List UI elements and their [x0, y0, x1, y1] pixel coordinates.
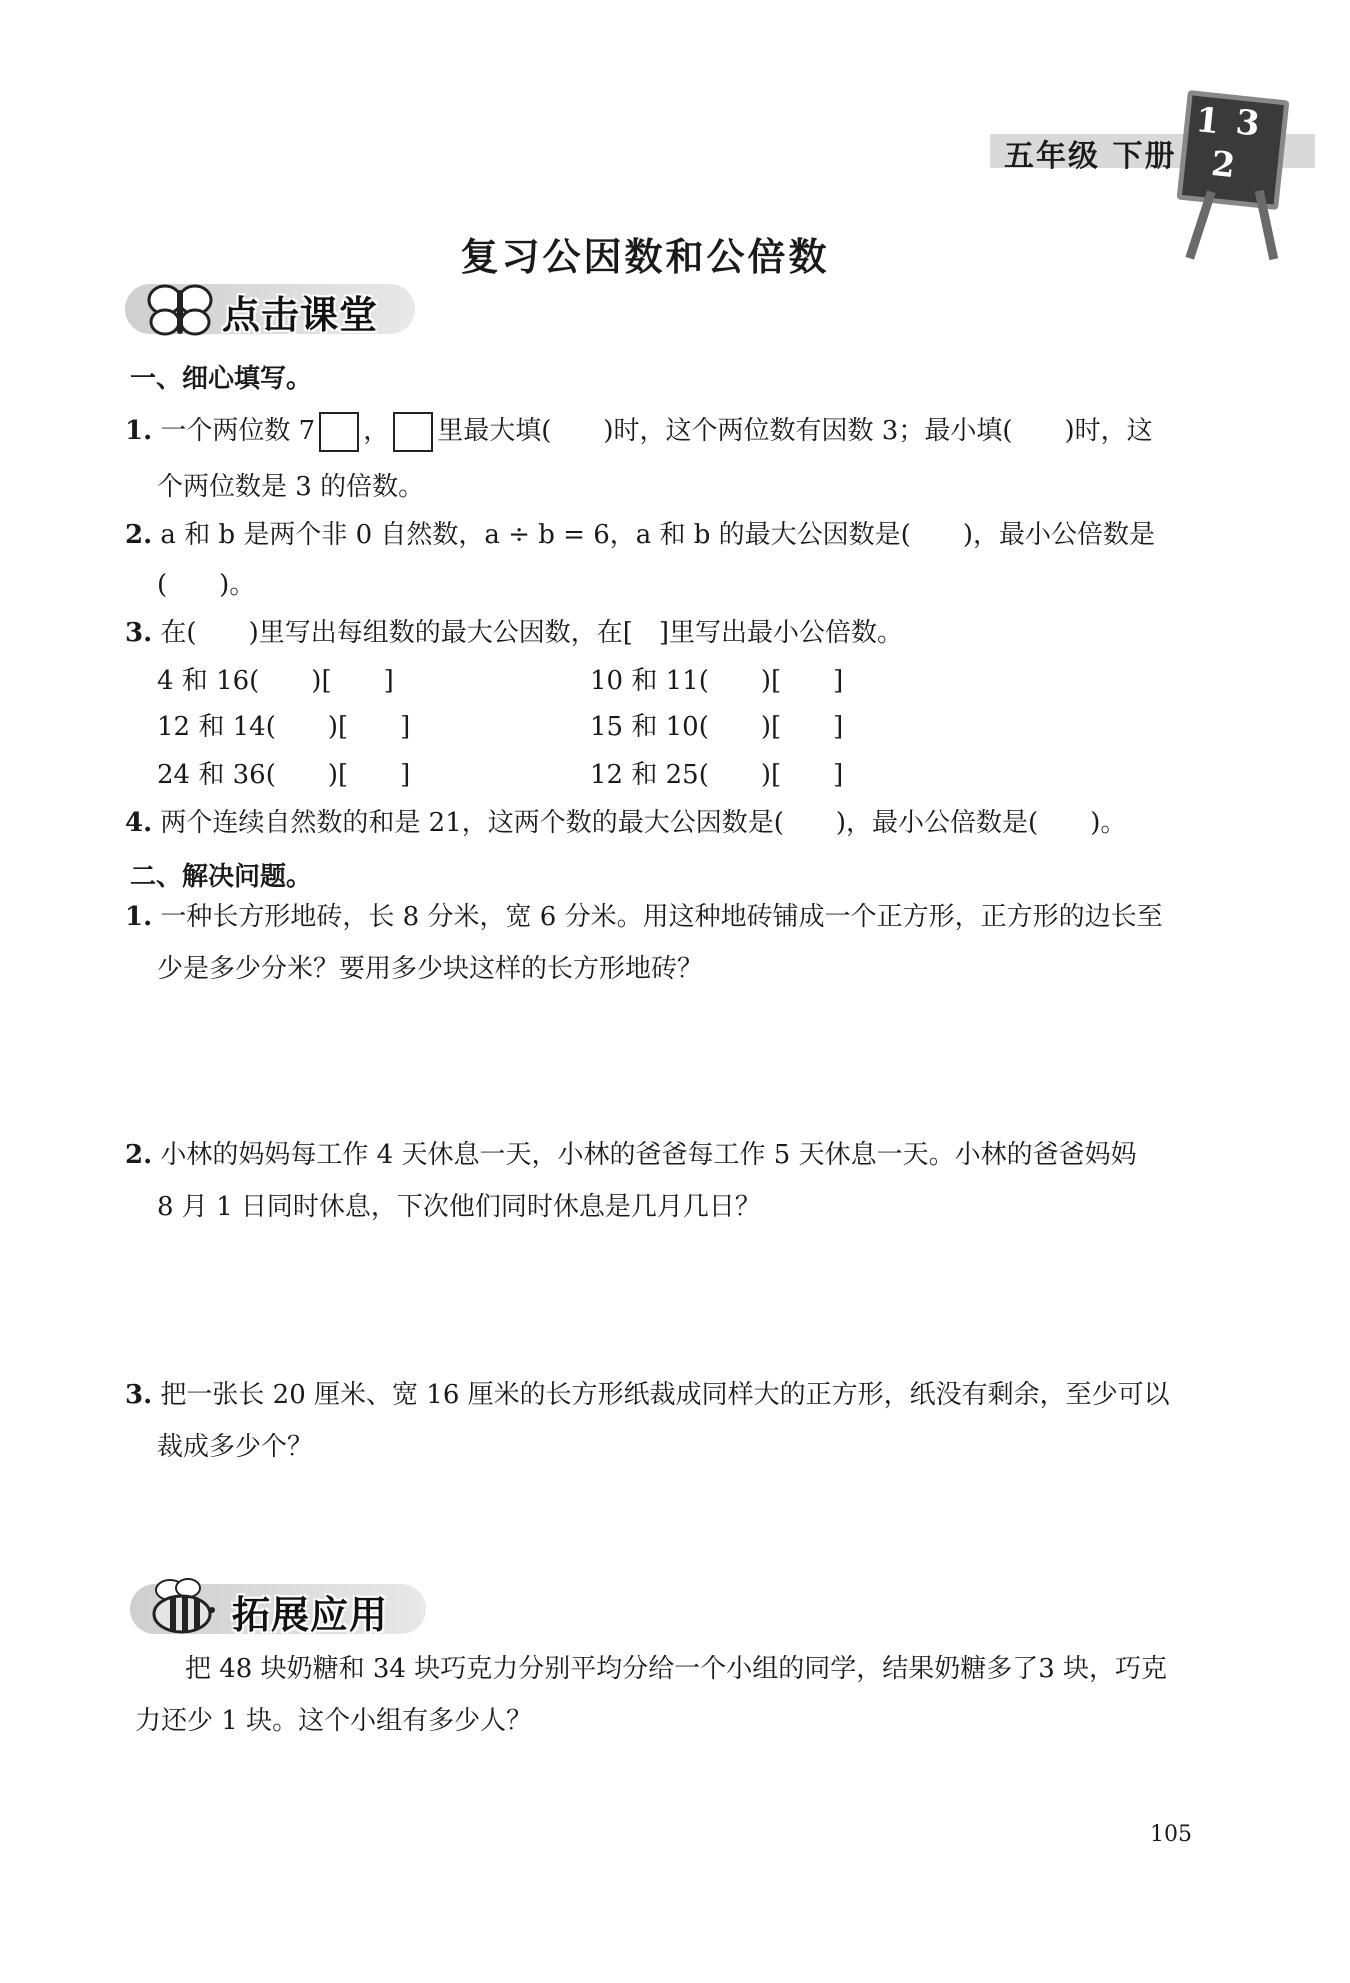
question-1-1-cont: 个两位数是 3 的倍数。 [157, 472, 425, 502]
question-text: 两个连续自然数的和是 21，这两个数的最大公因数是( )，最小公倍数是( )。 [160, 808, 1127, 838]
gcd-lcm-item: 15 和 10( )[ ] [590, 712, 844, 742]
question-text: 一种长方形地砖，长 8 分米，宽 6 分米。用这种地砖铺成一个正方形，正方形的边长至 [160, 902, 1163, 932]
butterfly-icon [145, 278, 217, 340]
page-number: 105 [1150, 1822, 1192, 1847]
page-title: 复习公因数和公倍数 [460, 235, 830, 279]
question-text: a 和 b 是两个非 0 自然数，a ÷ b = 6，a 和 b 的最大公因数是( )，最小公倍数是 [160, 520, 1155, 550]
gcd-lcm-item: 10 和 11( )[ ] [590, 666, 844, 696]
question-1-2-cont: ( )。 [157, 570, 256, 600]
board-digit: 2 [1209, 143, 1238, 187]
question-2-2 [125, 1138, 1137, 1172]
question-number: 4. [125, 808, 153, 838]
gcd-lcm-item: 12 和 25( )[ ] [590, 760, 844, 790]
grade-label: 五年级 下册 [1004, 139, 1177, 174]
section-title-click-class: 点击课堂 [222, 293, 379, 337]
board-digit: 1 [1193, 100, 1222, 143]
digit-box[interactable] [393, 412, 433, 452]
gcd-lcm-item: 12 和 14( )[ ] [157, 712, 411, 742]
question-1-1 [125, 412, 1153, 452]
question-number: 2. [125, 520, 153, 550]
question-2-1-cont: 少是多少分米？要用多少块这样的长方形地砖？ [157, 954, 704, 984]
part2-heading: 二、解决问题。 [130, 862, 313, 892]
question-number: 1. [125, 902, 153, 932]
question-number: 3. [125, 618, 153, 648]
question-text: 一个两位数 7 [160, 416, 316, 446]
section-title-extension: 拓展应用 [232, 1593, 389, 1637]
board-digit: 3 [1233, 102, 1262, 145]
extension-problem-cont: 力还少 1 块。这个小组有多少人？ [135, 1706, 533, 1736]
question-2-2-cont: 8 月 1 日同时休息，下次他们同时休息是几月几日？ [157, 1192, 761, 1222]
question-text: 在( )里写出每组数的最大公因数，在[ ]里写出最小公倍数。 [160, 618, 903, 648]
question-number: 2. [125, 1140, 153, 1170]
question-number: 1. [125, 416, 153, 446]
question-2-3 [125, 1378, 1170, 1412]
part1-heading: 一、细心填写。 [130, 364, 313, 394]
question-2-1 [125, 900, 1163, 934]
question-text: ， [363, 416, 390, 446]
bee-icon [140, 1570, 226, 1640]
digit-box[interactable] [319, 412, 359, 452]
question-text: 把一张长 20 厘米、宽 16 厘米的长方形纸裁成同样大的正方形，纸没有剩余，至少可以 [160, 1380, 1170, 1410]
question-1-4 [125, 806, 1126, 840]
chalkboard-icon [1177, 90, 1290, 210]
question-number: 3. [125, 1380, 153, 1410]
question-1-3 [125, 616, 903, 650]
gcd-lcm-item: 4 和 16( )[ ] [157, 666, 394, 696]
question-2-3-cont: 裁成多少个？ [157, 1432, 314, 1462]
question-text: 小林的妈妈每工作 4 天休息一天，小林的爸爸每工作 5 天休息一天。小林的爸爸妈妈 [160, 1140, 1137, 1170]
question-text: 里最大填( )时，这个两位数有因数 3；最小填( )时，这 [437, 416, 1153, 446]
question-1-2 [125, 518, 1155, 552]
extension-problem: 把 48 块奶糖和 34 块巧克力分别平均分给一个小组的同学，结果奶糖多了3 块，巧克 [185, 1654, 1168, 1684]
gcd-lcm-item: 24 和 36( )[ ] [157, 760, 411, 790]
